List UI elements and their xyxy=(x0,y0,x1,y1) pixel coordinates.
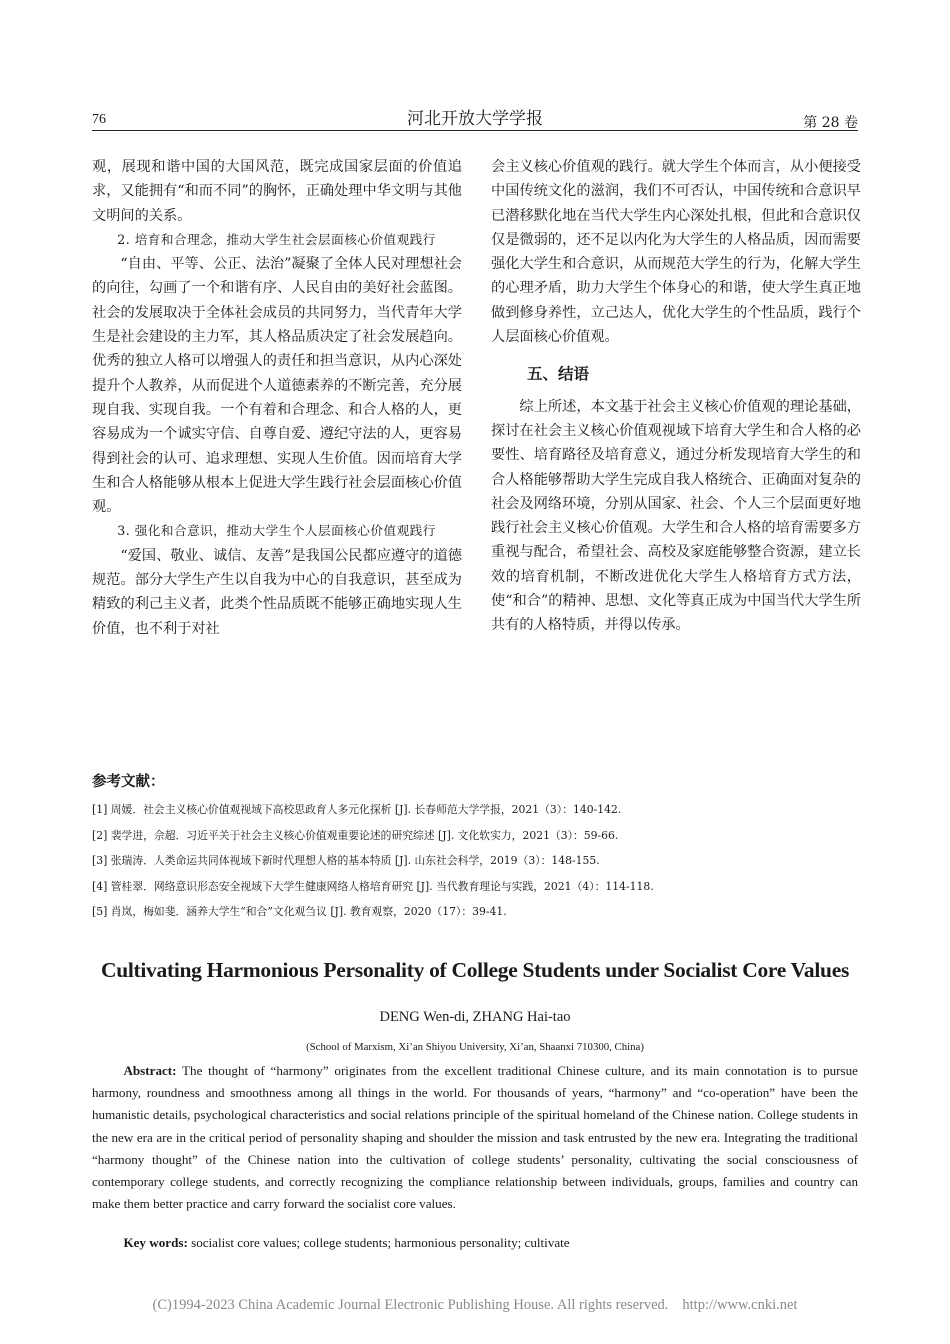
paragraph: 观，展现和谐中国的大国风范，既完成国家层面的价值追求，又能拥有“和而不同”的胸怀，正确处理中华文明与其他文明间的关系。 xyxy=(92,159,462,224)
running-header xyxy=(92,100,858,131)
reference-item: [3] 张瑞涛．人类命运共同体视域下新时代理想人格的基本特质 [J]. 山东社会科学，2019（3）：148-155. xyxy=(92,854,600,868)
reference-item: [5] 肖岚，梅如斐．涵养大学生“和合”文化观刍议 [J]. 教育观察，2020（17）：39-41. xyxy=(92,905,507,919)
page-number: 76 xyxy=(92,112,106,127)
copyright-text: (C)1994-2023 China Academic Journal Electronic Publishing House. All rights reserved. xyxy=(152,1297,669,1313)
subheading: 3. 强化和合意识，推动大学生个人层面核心价值观践行 xyxy=(117,523,436,539)
right-column xyxy=(491,155,861,638)
references-title: 参考文献： xyxy=(92,774,165,790)
paragraph: 综上所述，本文基于社会主义核心价值观的理论基础，探讨在社会主义核心价值观视域下培育大学生和合人格的必要性、培育路径及培育意义，通过分析发现培育大学生的和合人格能够帮助大学生完成自我人格统合、正确面对复杂的社会及网络环境，分别从国家、社会、个人三个层面更好地践行社会主义核心价值观。大学生和合人格的培育需要多方重视与配合，希望社会、高校及家庭能够整合资源，建立长效的培育机制，不断改进优化大学生人格培育方式方法，使“和合”的精神、思想、文化等真正成为中国当代大学生所共有的人格特质，并得以传承。 xyxy=(491,398,861,634)
reference-item: [1] 周媛．社会主义核心价值观视域下高校思政育人多元化探析 [J]. 长春师范大学学报，2021（3）：140-142. xyxy=(92,803,622,816)
english-title: Cultivating Harmonious Personality of College Students under Socialist Core Values xyxy=(100,958,850,982)
left-column xyxy=(92,155,462,641)
journal-title: 河北开放大学学报 xyxy=(407,109,543,129)
reference-item: [4] 管桂翠．网络意识形态安全视域下大学生健康网络人格培育研究 [J]. 当代教育理论与实践，2021（4）：114-118. xyxy=(92,879,654,893)
keywords-label: Key words: xyxy=(123,1235,188,1250)
subheading: 2. 培育和合理念，推动大学生社会层面核心价值观践行 xyxy=(117,231,436,247)
copyright-footer xyxy=(0,1297,950,1314)
cnki-link[interactable]: http://www.cnki.net xyxy=(682,1297,798,1313)
english-keywords xyxy=(92,1235,858,1251)
volume-label: 第 28 卷 xyxy=(803,115,858,131)
english-affiliation: (School of Marxism, Xi’an Shiyou University, Xi’an, Shaanxi 710300, China) xyxy=(306,1041,644,1053)
paragraph: “爱国、敬业、诚信、友善”是我国公民都应遵守的道德规范。部分大学生产生以自我为中心的自我意识，甚至成为精致的利己主义者，此类个性品质既不能够正确地实现人生价值，也不利于对社 xyxy=(92,547,462,637)
english-authors: DENG Wen-di, ZHANG Hai-tao xyxy=(379,1009,571,1025)
abstract-label: Abstract: xyxy=(123,1063,177,1078)
section-title: 五、结语 xyxy=(527,365,590,384)
references xyxy=(92,770,858,925)
paragraph: 会主义核心价值观的践行。就大学生个体而言，从小便接受中国传统文化的滋润，我们不可否认，中国传统和合意识早已潜移默化地在当代大学生内心深处扎根，但此和合意识仅仅是微弱的，还不足以内化为大学生的人格品质，因而需要强化大学生和合意识，从而规范大学生的行为，化解大学生的心理矛盾，助力大学生个体身心的和谐，使大学生真正地做到修身养性，立己达人，优化大学生的个性品质，践行个人层面核心价值观。 xyxy=(491,159,861,346)
paragraph: “自由、平等、公正、法治”凝聚了全体人民对理想社会的向往，勾画了一个和谐有序、人民自由的美好社会蓝图。社会的发展取决于全体社会成员的共同努力，当代青年大学生是社会建设的主力军，其人格品质决定了社会发展趋向。优秀的独立人格可以增强人的责任和担当意识，从内心深处提升个人教养，从而促进个人道德素养的不断完善，充分展现自我、实现自我。一个有着和合理念、和合人格的人，更容易成为一个诚实守信、自尊自爱、遵纪守法的人，更容易得到社会的认可、追求理想、实现人生价值。因而培育大学生和合人格能够从根本上促进大学生践行社会层面核心价值观。 xyxy=(92,256,462,516)
reference-item: [2] 裴学进，佘超．习近平关于社会主义核心价值观重要论述的研究综述 [J]. 文化软实力，2021（3）：59-66. xyxy=(92,828,619,842)
english-abstract xyxy=(92,1060,858,1215)
abstract-text: The thought of “harmony” originates from the excellent traditional Chinese culture, and its main connotation is to pursue harmony, roundness and smoothness among all things in the world. For thousands of years, “harmony” and “co-operation” have been the humanistic details, psychological characteristics and social relations principle of the spiritual homeland of the Chinese nation. College students in the new era are in the critical period of personality shaping and shoulder the mission and task entrusted by the new era. Integrating the traditional “harmony thought” of the Chinese nation into the cultivation of college students’ personality, cultivating the social consciousness of contemporary college students, and correctly recognizing the compliance relationship between individuals, groups, families and country can make them better practice and carry forward the socialist core values. xyxy=(92,1063,858,1212)
keywords-text: socialist core values; college students; harmonious personality; cultivate xyxy=(191,1235,570,1250)
